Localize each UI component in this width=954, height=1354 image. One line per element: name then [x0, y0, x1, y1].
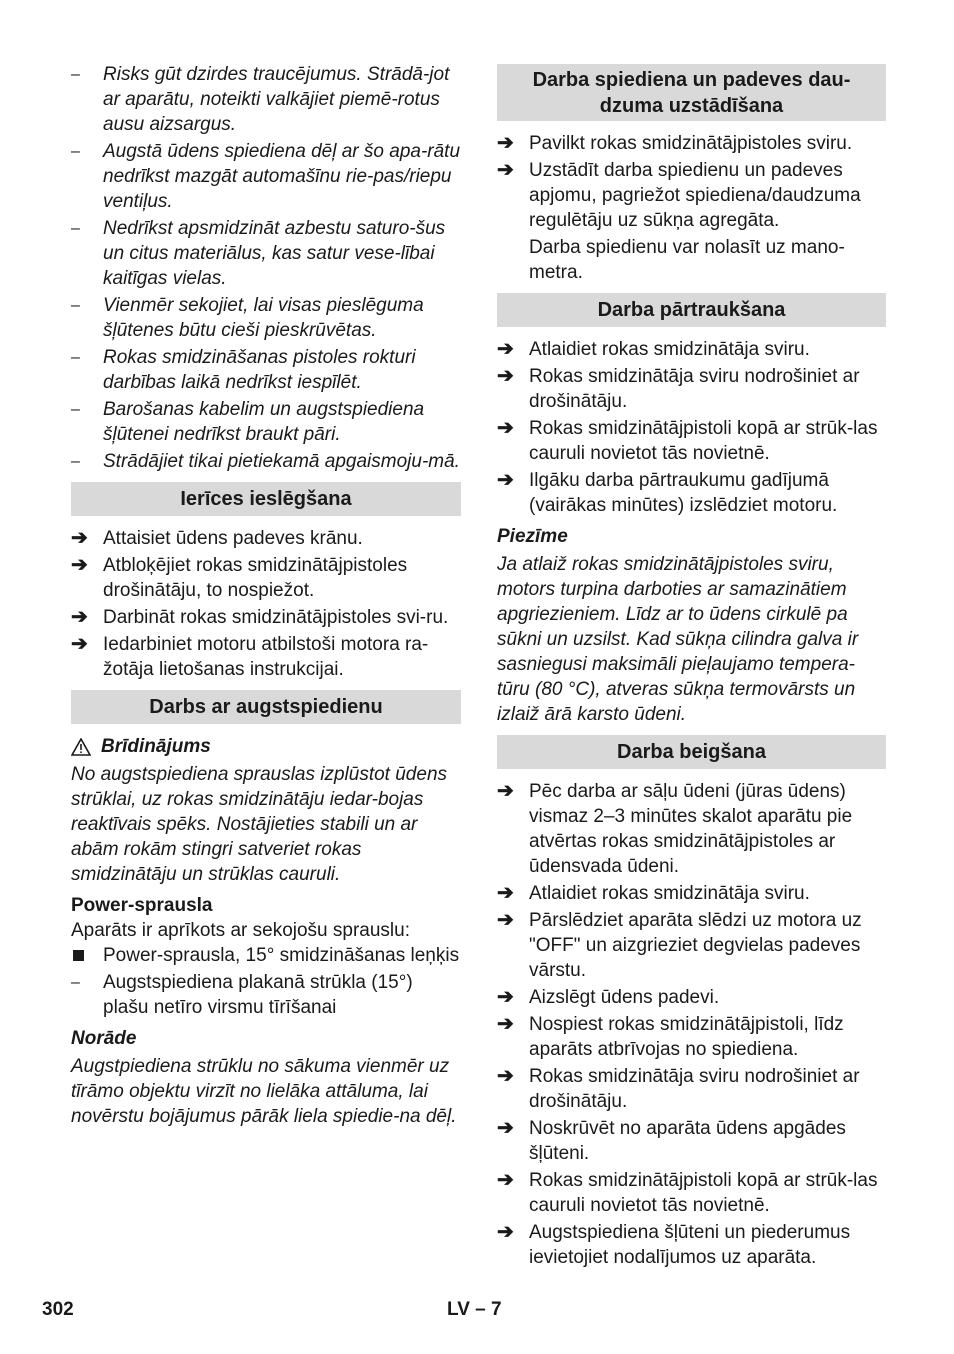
arrow-right-icon: ➔	[497, 986, 514, 1008]
warning-text: No augstspiediena sprauslas izplūstot ūdens strūklai, uz rokas smidzinātāju iedar-bojas reaktīvais spēks. Nostājieties stabili un ar abām rokām stingri satveriet rokas smidzinātāju un strūklas cauruli.	[71, 764, 448, 885]
section-heading-interrupt: Darba pārtraukšana	[497, 293, 886, 327]
arrow-right-icon: ➔	[497, 132, 514, 154]
arrow-right-icon: ➔	[71, 633, 88, 655]
note-heading: Norāde	[71, 1028, 137, 1049]
arrow-right-icon: ➔	[497, 882, 514, 904]
step-item: ➔ Rokas smidzinātāja sviru nodrošiniet ar drošinātāju.	[497, 365, 860, 412]
section-heading-switch-on: Ierīces ieslēgšana	[71, 482, 461, 516]
safety-item: – Barošanas kabelim un augstspiediena šļūtenei nedrīkst braukt pāri.	[71, 397, 461, 447]
nozzle-intro: Aparāts ir aprīkots ar sekojošu sprauslu:	[71, 920, 410, 941]
arrow-right-icon: ➔	[497, 1117, 514, 1139]
step-item: ➔ Darbināt rokas smidzinātājpistoles svi-ru.	[71, 606, 449, 628]
note-text: Augstpiediena strūklu no sākuma vienmēr uz tīrāmo objektu virzīt no lielāka attāluma, lai novērstu bojājumus pārāk liela spiedie-na dēļ.	[71, 1056, 457, 1127]
step-item: ➔ Ilgāku darba pārtraukumu gadījumā (vairākas minūtes) izslēdziet motoru.	[497, 469, 838, 516]
step-item: ➔ Augstspiediena šļūteni un piederumus ievietojiet nodalījumos uz aparāta.	[497, 1221, 851, 1268]
nozzle-heading: Power-sprausla	[71, 895, 213, 916]
warning-triangle-icon	[71, 738, 91, 756]
step-item: ➔ Atbloķējiet rokas smidzinātājpistoles drošinātāju, to nospiežot.	[71, 554, 408, 601]
step-item: ➔ Rokas smidzinātāja sviru nodrošiniet ar drošinātāju.	[497, 1065, 860, 1112]
finish-steps	[497, 779, 886, 1270]
safety-item: – Rokas smidzināšanas pistoles rokturi darbības laikā nedrīkst iespīlēt.	[71, 345, 461, 395]
step-item: ➔ Noskrūvēt no aparāta ūdens apgādes šļūteni.	[497, 1117, 846, 1164]
arrow-right-icon: ➔	[497, 1221, 514, 1243]
arrow-right-icon: ➔	[497, 338, 514, 360]
step-item: ➔ Pārslēdziet aparāta slēdzi uz motora uz "OFF" un aizgrieziet degvielas padeves vārstu.	[497, 909, 862, 981]
safety-list	[71, 62, 461, 474]
step-item: ➔ Aizslēgt ūdens padevi.	[497, 986, 720, 1008]
safety-item: – Augstā ūdens spiediena dēļ ar šo apa-rātu nedrīkst mazgāt automašīnu rie-pas/riepu ventiļus.	[71, 139, 461, 214]
safety-item: – Strādājiet tikai pietiekamā apgaismoju-mā.	[71, 449, 461, 474]
step-item: ➔ Nospiest rokas smidzinātājpistoli, līdz aparāts atbrīvojas no spiediena.	[497, 1013, 844, 1060]
warning-heading: Brīdinājums	[71, 734, 461, 759]
right-column	[497, 62, 886, 1272]
arrow-right-icon: ➔	[497, 1013, 514, 1035]
arrow-right-icon: ➔	[497, 469, 514, 491]
interrupt-steps	[497, 337, 886, 518]
notice-heading: Piezīme	[497, 526, 568, 547]
page-number: 302	[42, 1299, 74, 1320]
nozzle-subitem: – Augstspiediena plakanā strūkla (15°) plašu netīro virsmu tīrīšanai	[71, 970, 461, 1020]
pressure-steps	[497, 131, 886, 233]
arrow-right-icon: ➔	[71, 527, 88, 549]
step-item: ➔ Rokas smidzinātājpistoli kopā ar strūk-las cauruli novietot tās novietnē.	[497, 1169, 878, 1216]
safety-item: – Nedrīkst apsmidzināt azbestu saturo-šus un citus materiālus, kas satur vese-lībai kaitīgas vielas.	[71, 216, 461, 291]
left-column	[71, 62, 461, 1129]
nozzle-item: Power-sprausla, 15° smidzināšanas leņķis	[71, 943, 461, 968]
arrow-right-icon: ➔	[497, 365, 514, 387]
language-page-label: LV – 7	[447, 1299, 502, 1320]
step-item: ➔ Rokas smidzinātājpistoli kopā ar strūk-las cauruli novietot tās novietnē.	[497, 417, 878, 464]
switch-on-steps	[71, 526, 461, 682]
step-item: ➔ Atlaidiet rokas smidzinātāja sviru.	[497, 338, 810, 360]
step-item: ➔ Pavilkt rokas smidzinātājpistoles sviru.	[497, 132, 853, 154]
step-item: ➔ Pēc darba ar sāļu ūdeni (jūras ūdens) vismaz 2–3 minūtes skalot aparātu pie atvērtas rokas smidzinātājpistoles ar ūdensvada ūdeni.	[497, 780, 853, 877]
pressure-extra: Darba spiedienu var nolasīt uz mano-metra.	[529, 237, 845, 283]
arrow-right-icon: ➔	[497, 1169, 514, 1191]
arrow-right-icon: ➔	[497, 909, 514, 931]
arrow-right-icon: ➔	[497, 1065, 514, 1087]
arrow-right-icon: ➔	[71, 554, 88, 576]
step-item: ➔ Iedarbiniet motoru atbilstoši motora ra-žotāja lietošanas instrukcijai.	[71, 633, 429, 680]
arrow-right-icon: ➔	[497, 159, 514, 181]
section-heading-high-pressure: Darbs ar augstspiedienu	[71, 690, 461, 724]
step-item: ➔ Uzstādīt darba spiedienu un padeves apjomu, pagriežot spiediena/daudzuma regulētāju uz sūkņa agregāta.	[497, 159, 861, 231]
step-item: ➔ Attaisiet ūdens padeves krānu.	[71, 527, 363, 549]
safety-item: – Risks gūt dzirdes traucējumus. Strādā-jot ar aparātu, noteikti valkājiet piemē-rotus ausu aizsargus.	[71, 62, 461, 137]
arrow-right-icon: ➔	[497, 780, 514, 802]
step-item: ➔ Atlaidiet rokas smidzinātāja sviru.	[497, 882, 810, 904]
square-bullet-icon	[73, 950, 84, 961]
safety-item: – Vienmēr sekojiet, lai visas pieslēguma šļūtenes būtu cieši pieskrūvētas.	[71, 293, 461, 343]
arrow-right-icon: ➔	[497, 417, 514, 439]
nozzle-list	[71, 943, 461, 1020]
section-heading-finish: Darba beigšana	[497, 735, 886, 769]
notice-text: Ja atlaiž rokas smidzinātājpistoles sviru, motors turpina darboties ar samazinātiem apgriezieniem. Līdz ar to ūdens cirkulē pa sūkni un uzsilst. Kad sūkņa cilindra galva ir sasniegusi maksimāli pieļaujamo tempera-tūru (80 °C), atveras sūkņa termovārsts un izlaiž ārā karsto ūdeni.	[497, 554, 859, 725]
section-heading-pressure: Darba spiediena un padeves dau-dzuma uzstādīšana	[497, 64, 886, 121]
arrow-right-icon: ➔	[71, 606, 88, 628]
